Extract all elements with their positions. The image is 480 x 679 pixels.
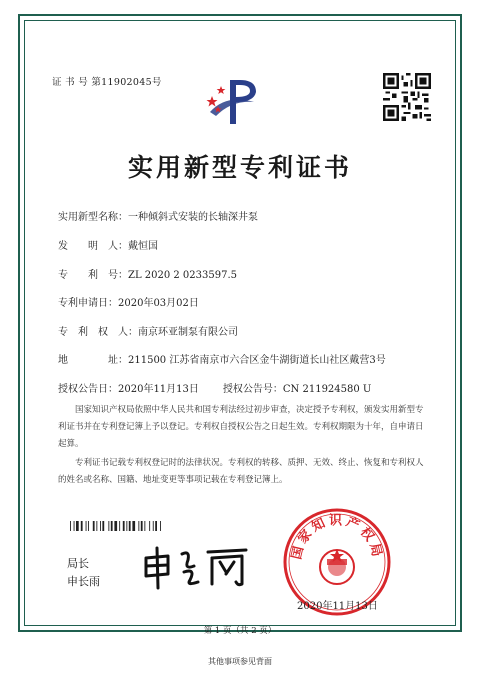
signatory-name: 申长雨: [67, 575, 100, 588]
field-utility-model-name: [58, 208, 258, 223]
field-label: 授权公告日：: [58, 384, 118, 395]
field-inventor: [58, 237, 158, 252]
field-value: 211500 江苏省南京市六合区金牛湖街道长山社区戴营3号: [128, 355, 386, 366]
field-label: 实用新型名称：: [58, 212, 128, 223]
paragraph-grant-notice: 国家知识产权局依照中华人民共和国专利法经过初步审查，决定授予专利权，颁发实用新型专利证书并在专利登记簿上予以登记。专利权自授权公告之日起生效。专利权期限为十年，自申请日起算。: [58, 405, 424, 449]
field-value: 2020年03月02日: [118, 298, 199, 309]
field-label: 授权公告号：: [222, 384, 283, 395]
field-patentee: [58, 323, 238, 338]
field-value: ZL 2020 2 0233597.5: [128, 270, 238, 281]
svg-text:国家知识产权局: 国家知识产权局: [289, 513, 385, 561]
signatory-title: 局长: [67, 557, 89, 570]
paragraph-legal-status: 专利证书记载专利权登记时的法律状况。专利权的转移、质押、无效、终止、恢复和专利权人的姓名或名称、国籍、地址变更等事项记载在专利登记簿上。: [58, 458, 424, 485]
field-label: 发 明 人：: [58, 241, 128, 252]
signature-image: [138, 544, 253, 590]
field-label: 专利申请日：: [58, 298, 118, 309]
issue-date: 2020年11月13日: [297, 601, 378, 612]
document-title: 实用新型专利证书: [127, 153, 352, 182]
field-label: 专 利 号：: [58, 270, 128, 281]
field-application-date: [58, 294, 199, 309]
field-address: [58, 351, 386, 366]
qr-code-icon: [383, 73, 431, 121]
certificate-number: 证 书 号 第11902045号: [52, 77, 162, 88]
field-value: 2020年11月13日: [118, 384, 199, 395]
field-label: 地 址：: [58, 355, 128, 366]
field-grant-date: [58, 380, 371, 395]
field-patent-number: [58, 266, 237, 281]
field-value: 一种倾斜式安装的长轴深井泵: [128, 212, 258, 223]
field-label: 专 利 权 人：: [58, 327, 138, 338]
field-value: 南京环亚制泵有限公司: [138, 327, 238, 338]
barcode-icon: [70, 521, 190, 531]
field-value: 戴恒国: [128, 241, 158, 252]
footer-note: 其他事项参见背面: [208, 657, 272, 666]
page-number: 第 1 页（共 2 页）: [203, 626, 277, 636]
cnipa-logo-icon: [196, 72, 276, 132]
field-value: CN 211924580 U: [282, 384, 372, 395]
